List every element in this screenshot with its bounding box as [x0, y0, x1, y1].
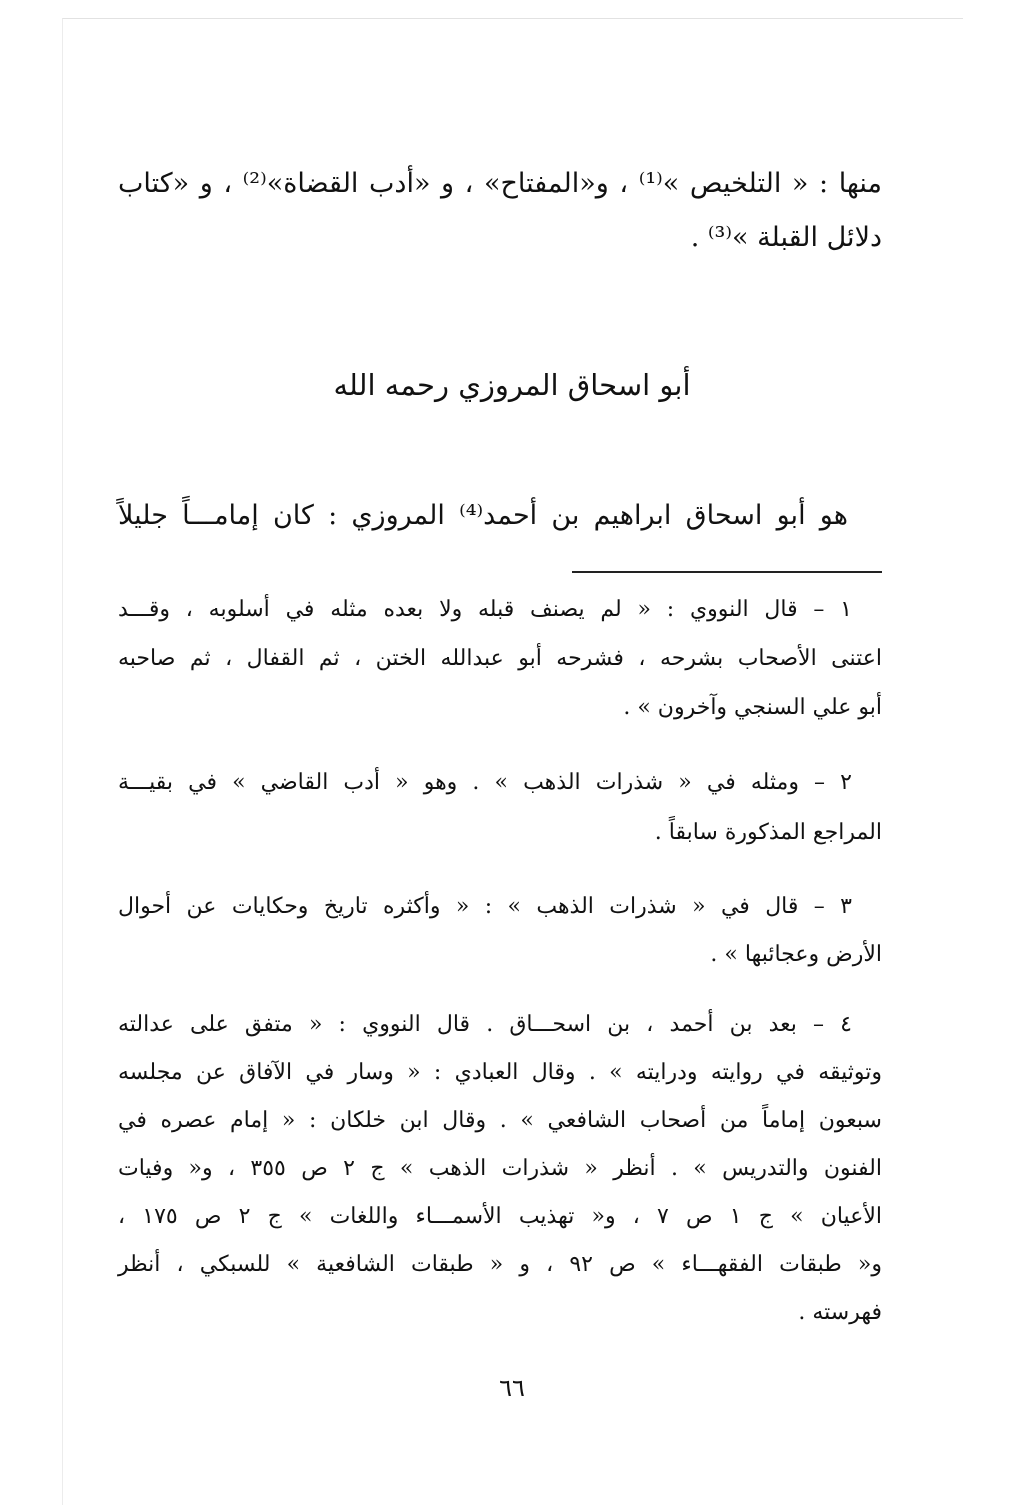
body-line-2: دلائل القبلة »⁽³⁾ .	[690, 222, 882, 253]
footnote-4-line-1: ٤ – بعد بن أحمد ، بن اسحـــاق . قال النووي : « متفق على عدالته	[118, 1012, 852, 1037]
footnote-4-line-5: الأعيان » ج ١ ص ٧ ، و« تهذيب الأسمـــاء واللغات » ج ٢ ص ١٧٥ ،	[118, 1204, 882, 1229]
footnote-4-line-3: سبعون إماماً من أصحاب الشافعي » . وقال ابن خلكان : « إمام عصره في	[118, 1108, 882, 1133]
footnote-separator	[572, 571, 882, 573]
section-intro: هو أبو اسحاق ابراهيم بن أحمد⁽⁴⁾ المروزي : كان إمامـــاً جليلاً	[118, 500, 848, 531]
footnote-2-line-2: المراجع المذكورة سابقاً .	[654, 820, 882, 845]
footnote-3-line-1: ٣ – قال في « شذرات الذهب » : « وأكثره تاريخ وحكايات عن أحوال	[118, 894, 852, 919]
footnote-1-line-2: اعتنى الأصحاب بشرحه ، فشرحه أبو عبدالله الختن ، ثم القفال ، ثم صاحبه	[118, 646, 882, 671]
footnote-1-line-1: ١ – قال النووي : « لم يصنف قبله ولا بعده مثله في أسلوبه ، وقـــد	[118, 597, 852, 622]
footnote-4-line-7: فهرسته .	[798, 1300, 882, 1325]
footnote-3-line-2: الأرض وعجائبها » .	[710, 942, 882, 967]
body-line-1: منها : « التلخيص »⁽¹⁾ ، و«المفتاح» ، و «أدب القضاة»⁽²⁾ ، و «كتاب	[118, 168, 882, 199]
footnote-4-line-4: الفنون والتدريس » . أنظر « شذرات الذهب » ج ٢ ص ٣٥٥ ، و« وفيات	[118, 1156, 882, 1181]
footnote-4-line-6: و« طبقات الفقهـــاء » ص ٩٢ ، و « طبقات الشافعية » للسبكي ، أنظر	[118, 1252, 882, 1277]
footnote-4-line-2: وتوثيقه في روايته ودرايته » . وقال العبادي : « وسار في الآفاق عن مجلسه	[118, 1060, 882, 1085]
footnote-2-line-1: ٢ – ومثله في « شذرات الذهب » . وهو « أدب القاضي » في بقيـــة	[118, 770, 852, 795]
page-number: ٦٦	[499, 1374, 525, 1402]
section-title: أبو اسحاق المروزي رحمه الله	[333, 368, 691, 402]
footnote-1-line-3: أبو علي السنجي وآخرون » .	[623, 695, 882, 720]
